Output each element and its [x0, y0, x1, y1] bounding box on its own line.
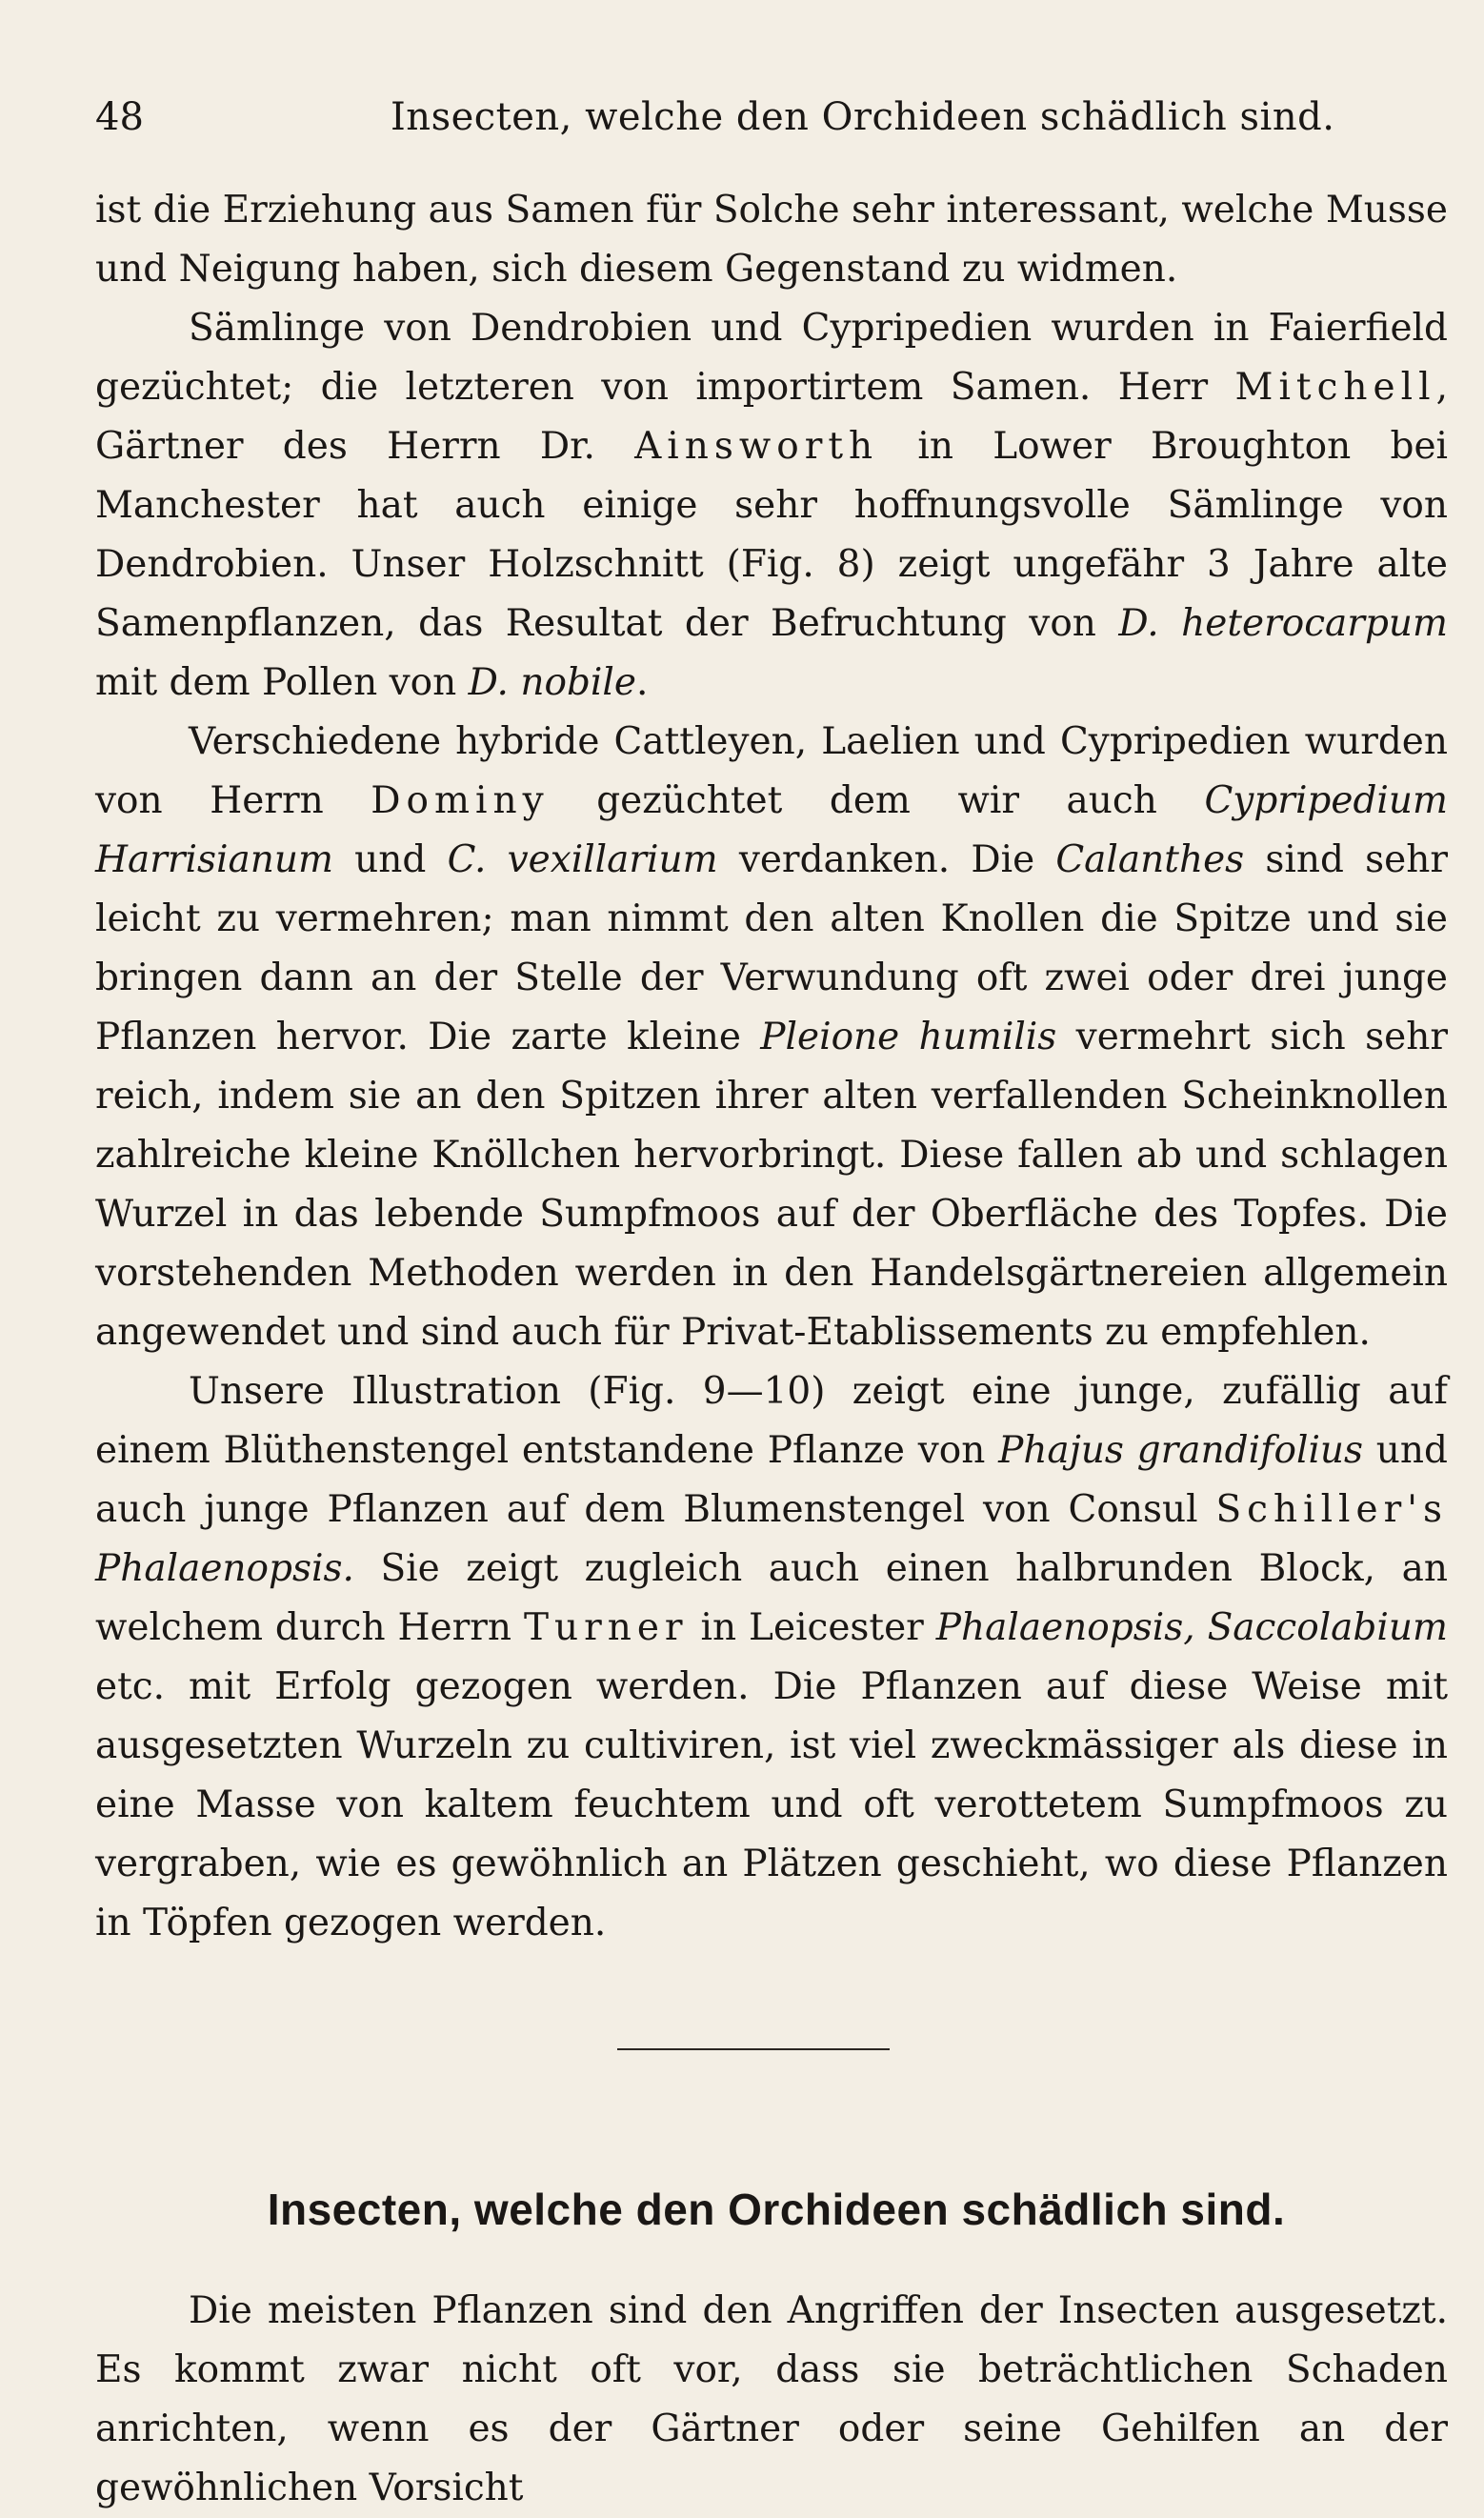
text-run: Sämlinge von Dendrobien und Cypripedien wurden in Faierfield gezüchtet; die letzteren von importirtem Samen. Herr [95, 307, 1448, 409]
species-name: D. heterocarpum [1118, 602, 1449, 645]
person-name: Ainsworth [634, 425, 879, 468]
text-run: verdanken. Die [717, 838, 1056, 881]
text-run: Unsere Illustration (Fig. 9—10) zeigt eine junge, zufällig auf einem Blüthenstengel entstandene Pflanze von [95, 1370, 1448, 1472]
running-title: Insecten, welche den Orchideen schädlich sind. [391, 95, 1335, 139]
section-heading: Insecten, welche den Orchideen schädlich sind. [267, 2185, 1286, 2234]
paragraph-3 [95, 713, 1448, 1362]
text-run: . [635, 661, 649, 704]
section-paragraph: Die meisten Pflanzen sind den Angriffen der Insecten ausgesetzt. Es kommt zwar nicht oft vor, dass sie beträchtlichen Schaden anrichten, wenn es der Gärtner oder seine Gehilfen an der gewöhnlichen Vorsicht [95, 2289, 1448, 2509]
text-run: und auch junge Pflanzen auf dem Blumenstengel von Consul [95, 1429, 1448, 1531]
species-name: Phalaenopsis, Saccolabium [935, 1606, 1448, 1649]
paragraph-1: ist die Erziehung aus Samen für Solche sehr interessant, welche Musse und Neigung haben, sich diesem Gegenstand zu widmen. [95, 189, 1448, 291]
person-name: Mitchell [1234, 366, 1436, 409]
paragraph-4 [95, 1362, 1448, 1953]
person-name: Schiller's [1215, 1488, 1448, 1531]
section-text [95, 2282, 1448, 2518]
text-run: Verschiedene hybride Cattleyen, Laelien und Cypripedien wurden von Herrn [95, 720, 1448, 822]
species-name: Cypripedium Harrisianum [95, 779, 1449, 881]
text-run: , Gärtner des Herrn Dr. [95, 366, 1448, 468]
species-name: C. vexillarium [447, 838, 718, 881]
text-run: gezüchtet dem wir auch [549, 779, 1205, 822]
species-name: Phajus grandifolius [998, 1429, 1364, 1472]
text-run: sind sehr leicht zu vermehren; man nimmt den alten Knollen die Spitze und sie bringen dann an der Stelle der Verwundung oft zwei oder drei junge Pflanzen hervor. Die zarte kleine [95, 838, 1448, 1058]
species-name: D. nobile [468, 661, 636, 704]
text-run: Sie zeigt zugleich auch einen halbrunden Block, an welchem durch Herrn [95, 1547, 1448, 1649]
page-header [95, 95, 1457, 152]
text-run: in Leicester [688, 1606, 936, 1649]
species-name: Calanthes [1055, 838, 1245, 881]
text-run: vermehrt sich sehr reich, indem sie an den Spitzen ihrer alten verfallenden Scheinknollen zahlreiche kleine Knöllchen hervorbringt. Diese fallen ab und schlagen Wurzel in das lebende Sumpfmoos auf der Oberfläche des Topfes. Die vorstehenden Methoden werden in den Handelsgärtnereien allgemein angewendet und sind auch für Privat-Etablissements zu empfehlen. [95, 1016, 1448, 1354]
text-run: mit dem Pollen von [95, 661, 469, 704]
text-run: und [332, 838, 448, 881]
text-run: etc. mit Erfolg gezogen werden. Die Pflanzen auf diese Weise mit ausgesetzten Wurzeln zu cultiviren, ist viel zweckmässiger als diese in eine Masse von kaltem feuchtem und oft verottetem Sumpfmoos zu vergraben, wie es gewöhnlich an Plätzen geschieht, wo diese Pflanzen in Töpfen gezogen werden. [95, 1665, 1448, 1944]
page-number: 48 [95, 95, 144, 139]
body-text [95, 181, 1448, 1953]
section-separator-rule [617, 2048, 890, 2050]
species-name: Pleione humilis [760, 1016, 1057, 1058]
paragraph-2 [95, 299, 1448, 713]
person-name: Turner [523, 1606, 689, 1649]
species-name: Phalaenopsis. [95, 1547, 354, 1590]
person-name: Dominy [371, 779, 550, 822]
text-run: in Lower Broughton bei Manchester hat auch einige sehr hoffnungsvolle Sämlinge von Dendrobien. Unser Holzschnitt (Fig. 8) zeigt ungefähr 3 Jahre alte Samenpflanzen, das Resultat der Befruchtung von [95, 425, 1448, 645]
